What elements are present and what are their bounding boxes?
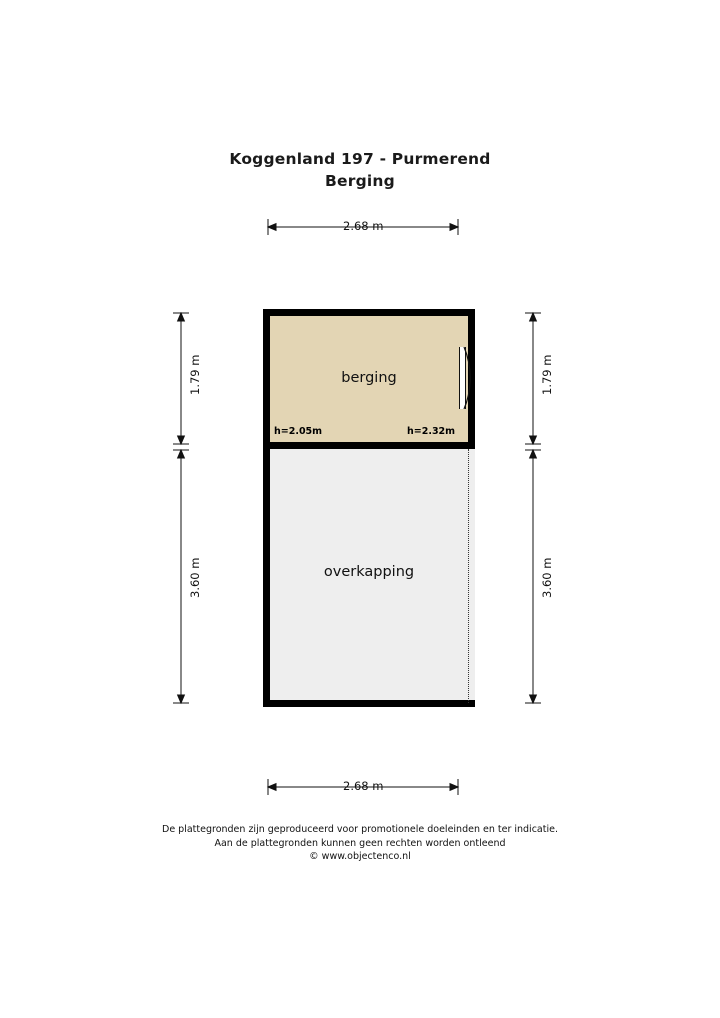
room-label-overkapping: overkapping [323,564,415,580]
disclaimer [0,823,720,864]
title-address: Koggenland 197 - Purmerend [229,150,491,168]
title-subtitle: Berging [325,172,395,190]
height-label-right: h=2.32m [407,426,456,437]
dim-label-right-lower: 3.60 m [540,557,554,598]
copyright-line: © www.objectenco.nl [309,851,411,862]
door-berging [459,347,511,409]
disclaimer-line-1: De plattegronden zijn geproduceerd voor promotionele doeleinden en ter indicatie. [162,824,558,835]
dim-label-top-width: 2.68 m [343,219,384,233]
dim-label-right-upper: 1.79 m [540,354,554,395]
door-swing-arc-icon [463,347,509,409]
disclaimer-line-2: Aan de plattegronden kunnen geen rechten worden ontleend [214,837,506,849]
height-label-left: h=2.05m [274,426,323,437]
dim-label-left-lower: 3.60 m [188,557,202,598]
dim-label-bottom-width: 2.68 m [343,779,384,793]
room-label-berging: berging [341,370,397,386]
dim-label-left-upper: 1.79 m [188,354,202,395]
